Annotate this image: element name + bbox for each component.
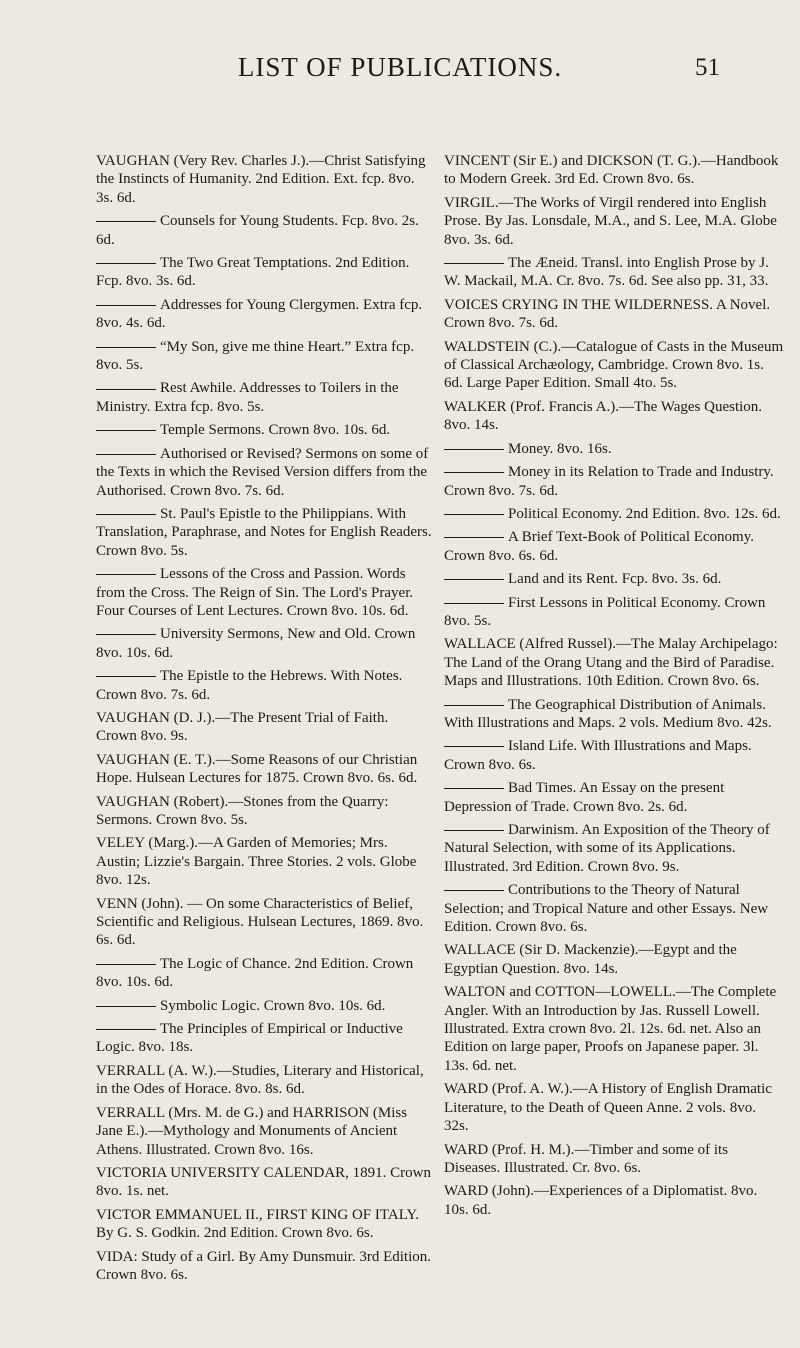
catalogue-entry — [444, 983, 784, 1075]
ditto-dash — [444, 263, 504, 264]
entry-text: Money. 8vo. 16s. — [508, 440, 612, 457]
catalogue-entry — [96, 1248, 432, 1285]
entry-text: WALLACE (Sir D. Mackenzie).—Egypt and the Egyptian Question. 8vo. 14s. — [444, 942, 737, 977]
catalogue-entry — [96, 1206, 432, 1243]
ditto-dash — [96, 1029, 156, 1030]
ditto-dash — [444, 449, 504, 450]
entry-text: VINCENT (Sir E.) and DICKSON (T. G.).—Handbook to Modern Greek. 3rd Ed. Crown 8vo. 6s. — [444, 153, 779, 188]
left-column — [96, 152, 432, 1289]
catalogue-sub-entry — [444, 505, 784, 523]
entry-text: VICTORIA UNIVERSITY CALENDAR, 1891. Crown 8vo. 1s. net. — [96, 1164, 431, 1200]
ditto-dash — [96, 574, 156, 575]
catalogue-entry — [96, 895, 432, 950]
ditto-dash — [444, 579, 504, 580]
catalogue-entry — [444, 338, 784, 393]
ditto-dash — [96, 676, 156, 677]
entry-text: Temple Sermons. Crown 8vo. 10s. 6d. — [160, 422, 391, 439]
ditto-dash — [96, 430, 156, 431]
entry-text: Contributions to the Theory of Natural Selection; and Tropical Nature and other Essays. New Edition. Crown 8vo. 6s. — [444, 882, 769, 936]
catalogue-sub-entry — [96, 955, 432, 992]
catalogue-sub-entry — [96, 505, 432, 560]
ditto-dash — [96, 964, 156, 965]
catalogue-entry — [444, 1182, 784, 1219]
catalogue-entry — [96, 709, 432, 746]
entry-text: Money in its Relation to Trade and Industry. Crown 8vo. 7s. 6d. — [444, 464, 774, 499]
catalogue-sub-entry — [444, 440, 784, 458]
ditto-dash — [96, 634, 156, 635]
ditto-dash — [444, 537, 504, 538]
entry-text: VENN (John). — On some Characteristics of Belief, Scientific and Religious. Hulsean Lectures, 1869. 8vo. 6s. 6d. — [96, 895, 424, 949]
entry-text: VAUGHAN (D. J.).—The Present Trial of Faith. Crown 8vo. 9s. — [96, 709, 389, 745]
catalogue-entry — [444, 635, 784, 690]
ditto-dash — [96, 514, 156, 515]
catalogue-sub-entry — [444, 737, 784, 774]
catalogue-sub-entry — [444, 463, 784, 500]
catalogue-sub-entry — [444, 570, 784, 588]
catalogue-entry — [96, 1164, 432, 1201]
entry-text: The Epistle to the Hebrews. With Notes. Crown 8vo. 7s. 6d. — [96, 668, 403, 703]
entry-text: Lessons of the Cross and Passion. Words from the Cross. The Reign of Sin. The Lord's Prayer. Four Courses of Lent Lectures. Crown 8vo. 10s. 6d. — [96, 566, 414, 619]
entry-text: VERRALL (A. W.).—Studies, Literary and Historical, in the Odes of Horace. 8vo. 8s. 6d. — [96, 1062, 424, 1098]
catalogue-sub-entry — [96, 212, 432, 249]
ditto-dash — [96, 221, 156, 222]
ditto-dash — [96, 263, 156, 264]
catalogue-sub-entry — [96, 296, 432, 333]
catalogue-entry — [444, 941, 784, 978]
entry-text: The Logic of Chance. 2nd Edition. Crown 8vo. 10s. 6d. — [96, 955, 414, 991]
entry-text: The Principles of Empirical or Inductive Logic. 8vo. 18s. — [96, 1021, 403, 1056]
catalogue-entry — [96, 1104, 432, 1159]
entry-text: VAUGHAN (Very Rev. Charles J.).—Christ Satisfying the Instincts of Humanity. 2nd Edition. Ext. fcp. 8vo. 3s. 6d. — [96, 153, 426, 206]
catalogue-entry — [444, 194, 784, 249]
entry-text: WARD (Prof. A. W.).—A History of English Dramatic Literature, to the Death of Queen Anne. 2 vols. 8vo. 32s. — [444, 1081, 772, 1135]
entry-text: First Lessons in Political Economy. Crown 8vo. 5s. — [444, 594, 766, 629]
catalogue-sub-entry — [444, 821, 784, 876]
catalogue-entry — [444, 1080, 784, 1135]
catalogue-sub-entry — [444, 779, 784, 816]
catalogue-entry — [96, 793, 432, 830]
catalogue-sub-entry — [444, 696, 784, 733]
ditto-dash — [96, 1006, 156, 1007]
ditto-dash — [444, 830, 504, 831]
entry-text: Darwinism. An Exposition of the Theory of Natural Selection, with some of its Applications. Illustrated. 3rd Edition. Crown 8vo. 9s. — [444, 822, 770, 875]
catalogue-entry — [444, 1141, 784, 1178]
ditto-dash — [96, 305, 156, 306]
catalogue-sub-entry — [96, 667, 432, 704]
entry-text: Authorised or Revised? Sermons on some of the Texts in which the Revised Version differs from the Authorised. Crown 8vo. 7s. 6d. — [96, 445, 429, 499]
entry-text: Land and its Rent. Fcp. 8vo. 3s. 6d. — [508, 571, 722, 588]
entry-text: WARD (John).—Experiences of a Diplomatist. 8vo. 10s. 6d. — [444, 1183, 758, 1218]
entry-text: Bad Times. An Essay on the present Depression of Trade. Crown 8vo. 2s. 6d. — [444, 780, 725, 815]
ditto-dash — [96, 454, 156, 455]
entry-text: Island Life. With Illustrations and Maps. Crown 8vo. 6s. — [444, 738, 752, 773]
ditto-dash — [444, 788, 504, 789]
catalogue-entry — [444, 152, 784, 189]
entry-text: WALTON and COTTON—LOWELL.—The Complete Angler. With an Introduction by Jas. Russell Lowell. Illustrated. Extra crown 8vo. 2l. 12s. 6d. net. Also an Edition on large paper, Proofs on Japanese paper. 3l. 13s. 6d. net. — [444, 984, 777, 1074]
catalogue-entry — [444, 296, 784, 333]
catalogue-sub-entry — [444, 594, 784, 631]
entry-text: The Geographical Distribution of Animals. With Illustrations and Maps. 2 vols. Medium 8vo. 42s. — [444, 696, 772, 731]
catalogue-sub-entry — [96, 1020, 432, 1057]
catalogue-sub-entry — [96, 625, 432, 662]
catalogue-sub-entry — [96, 254, 432, 291]
entry-text: The Two Great Temptations. 2nd Edition. Fcp. 8vo. 3s. 6d. — [96, 255, 410, 290]
catalogue-sub-entry — [444, 528, 784, 565]
catalogue-entry — [96, 834, 432, 889]
entry-text: VAUGHAN (E. T.).—Some Reasons of our Christian Hope. Hulsean Lectures for 1875. Crown 8vo. 6s. 6d. — [96, 751, 418, 787]
entry-text: WALDSTEIN (C.).—Catalogue of Casts in the Museum of Classical Archæology, Cambridge. Crown 8vo. 1s. 6d. Large Paper Edition. Small 4to. 5s. — [444, 338, 784, 392]
ditto-dash — [444, 746, 504, 747]
entry-text: Symbolic Logic. Crown 8vo. 10s. 6d. — [160, 997, 386, 1014]
entry-text: “My Son, give me thine Heart.” Extra fcp. 8vo. 5s. — [96, 338, 415, 374]
catalogue-entry — [96, 751, 432, 788]
catalogue-sub-entry — [96, 379, 432, 416]
entry-text: WARD (Prof. H. M.).—Timber and some of its Diseases. Illustrated. Cr. 8vo. 6s. — [444, 1141, 729, 1176]
entry-text: WALKER (Prof. Francis A.).—The Wages Question. 8vo. 14s. — [444, 398, 763, 434]
entry-text: VIRGIL.—The Works of Virgil rendered into English Prose. By Jas. Lonsdale, M.A., and S. Lee, M.A. Globe 8vo. 3s. 6d. — [444, 194, 777, 248]
entry-text: VAUGHAN (Robert).—Stones from the Quarry: Sermons. Crown 8vo. 5s. — [96, 793, 389, 828]
right-column — [444, 152, 784, 1224]
ditto-dash — [444, 472, 504, 473]
page-number: 51 — [695, 54, 720, 81]
entry-text: VICTOR EMMANUEL II., FIRST KING OF ITALY. By G. S. Godkin. 2nd Edition. Crown 8vo. 6s. — [96, 1206, 419, 1242]
catalogue-sub-entry — [444, 254, 784, 291]
ditto-dash — [444, 514, 504, 515]
ditto-dash — [444, 603, 504, 604]
entry-text: VELEY (Marg.).—A Garden of Memories; Mrs. Austin; Lizzie's Bargain. Three Stories. 2 vols. Globe 8vo. 12s. — [96, 835, 417, 889]
entry-text: The Æneid. Transl. into English Prose by J. W. Mackail, M.A. Cr. 8vo. 7s. 6d. See also pp. 31, 33. — [444, 255, 769, 290]
ditto-dash — [96, 389, 156, 390]
catalogue-entry — [444, 398, 784, 435]
catalogue-sub-entry — [96, 445, 432, 500]
entry-text: Counsels for Young Students. Fcp. 8vo. 2s. 6d. — [96, 213, 419, 248]
entry-text: VIDA: Study of a Girl. By Amy Dunsmuir. 3rd Edition. Crown 8vo. 6s. — [96, 1248, 431, 1283]
entry-text: VERRALL (Mrs. M. de G.) and HARRISON (Miss Jane E.).—Mythology and Monuments of Ancient Athens. Illustrated. Crown 8vo. 16s. — [96, 1104, 408, 1158]
ditto-dash — [444, 705, 504, 706]
catalogue-sub-entry — [444, 881, 784, 936]
ditto-dash — [444, 890, 504, 891]
entry-text: Addresses for Young Clergymen. Extra fcp. 8vo. 4s. 6d. — [96, 296, 423, 332]
entry-text: University Sermons, New and Old. Crown 8vo. 10s. 6d. — [96, 626, 416, 661]
entry-text: Political Economy. 2nd Edition. 8vo. 12s. 6d. — [508, 505, 781, 522]
catalogue-sub-entry — [96, 421, 432, 439]
entry-text: St. Paul's Epistle to the Philippians. With Translation, Paraphrase, and Notes for English Readers. Crown 8vo. 5s. — [96, 505, 432, 559]
entry-text: VOICES CRYING IN THE WILDERNESS. A Novel. Crown 8vo. 7s. 6d. — [444, 296, 771, 332]
entry-text: A Brief Text-Book of Political Economy. Crown 8vo. 6s. 6d. — [444, 529, 754, 564]
entry-text: Rest Awhile. Addresses to Toilers in the Ministry. Extra fcp. 8vo. 5s. — [96, 380, 399, 415]
ditto-dash — [96, 347, 156, 348]
entry-text: WALLACE (Alfred Russel).—The Malay Archipelago: The Land of the Orang Utang and the Bird of Paradise. Maps and Illustrations. 10th Edition. Crown 8vo. 6s. — [444, 636, 778, 690]
catalogue-sub-entry — [96, 565, 432, 620]
catalogue-entry — [96, 152, 432, 207]
running-head: LIST OF PUBLICATIONS. — [237, 52, 563, 82]
catalogue-entry — [96, 1062, 432, 1099]
catalogue-sub-entry — [96, 997, 432, 1015]
catalogue-sub-entry — [96, 338, 432, 375]
